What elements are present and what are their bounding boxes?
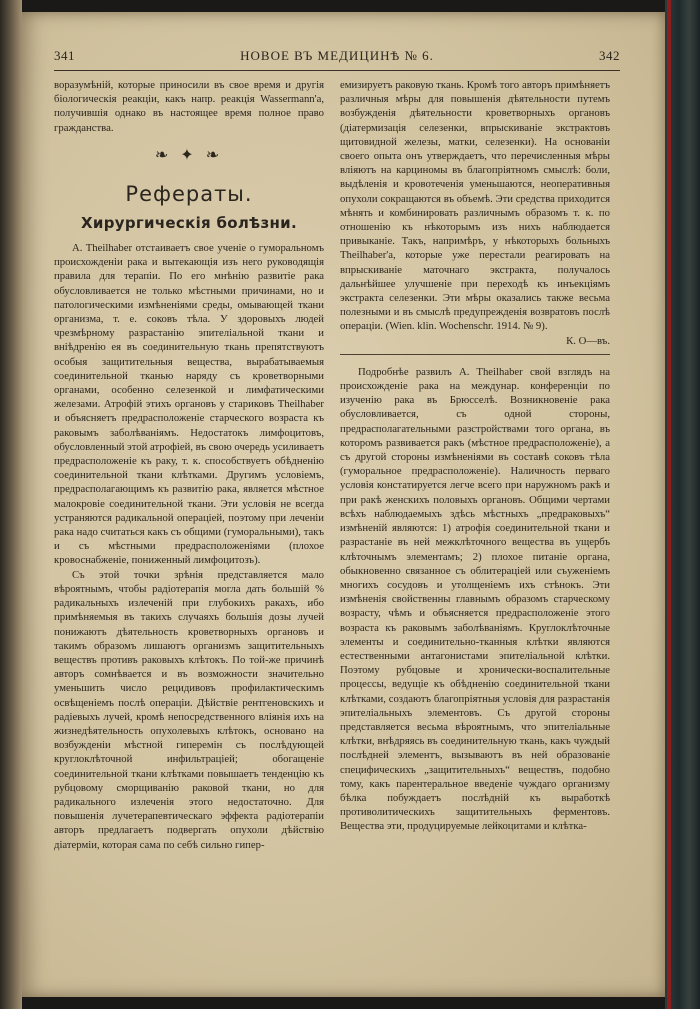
book-spine-left bbox=[0, 0, 22, 1009]
section-title: Рефераты. bbox=[125, 182, 253, 207]
running-header bbox=[54, 48, 620, 70]
abstract-paragraph-3: емизируетъ раковую ткань. Кромѣ того авторъ примѣняетъ различныя мѣры для повышенія дѣятельности путемъ возбужденія дѣятельности кроветворныхъ органовъ (діатермизація селезенки, впрыскиваніе экстрактовъ щитовидной железы, матки, селезенки). На основаніи своего опыта онъ утверждаетъ, что перечисленныя мѣры вліяютъ на карциномы въ благопріятномъ смыслѣ: боли, выдѣленія и кровотеченія уменьшаются, неоперативныя опухоли сокращаются въ объемѣ. Эти средства приходится мѣнять и комбинировать различнымъ образомъ т. к. по отношенію къ нѣкоторымъ изъ нихъ наблюдается привыканіе. Такъ, напримѣръ, у нѣкоторыхъ больныхъ Theilhaber'а, которые уже перестали реагировать на впрыскиваніе маточнаго экстракта, получалось дальнѣйшее улучшеніе при переходѣ къ инъекціямъ экстракта селезенки. Эти мѣры оказались также весьма полезными и въ смыслѣ предупрежденія возвратовъ послѣ операціи. (Wien. klin. Wochenschr. 1914. № 9). bbox=[340, 79, 610, 333]
right-column bbox=[340, 78, 610, 834]
book-page bbox=[22, 12, 665, 997]
intro-paragraph: воразумѣній, которые приносили въ свое время и другія біологическія реакціи, какъ напр. реакція Wassermann'а, получившія однако въ настоящее время полное право гражданства. bbox=[54, 79, 324, 134]
abstract-paragraph-1: A. Theilhaber отстаиваетъ свое ученіе о гуморальномъ происхожденіи рака и вытекающія изъ него руководящія правила для терапіи. По его мнѣнію развитіе рака обусловливается не только мѣстными причинами, но и патологическими измѣненіями среды, омывающей ткани организма, т. е. соковъ тѣла. У здоровыхъ людей чрезмѣрному разрастанію эпителіальной ткани и вніѣдренію ея въ соединительную ткань препятствуютъ особыя защитительныя вещества, вырабатываемыя соединительной тканью наряду съ кроветворными органами, особенно селезенкой и лимфатическими железами. Атрофій этихъ органовъ у стариковъ Theilhaber и объясняетъ предрасположеніе старческого возраста къ раковымъ заболѣваніямъ. Недостатокъ лимфоцитовъ, обусловленный этой атрофіей, въ свою очередь усиливаетъ предрасположеніе къ раку, т. к. способствуетъ обѣдненію соединительной ткани клѣтками. Другимъ условіемъ, предрасполагающимъ къ развитію рака, является мѣстное малокровіе соединительной ткани. Эти условія не всегда устраняются радикальной операціей, поэтому при леченіи рака надо считаться какъ съ общими (гуморальными), такъ и съ мѣстными предрасположеніями (плохое кровоснабженіе, пониженный лимфоцитозъ). bbox=[54, 242, 324, 567]
abstract-separator bbox=[340, 354, 610, 355]
abstract-paragraph-2: Съ этой точки зрѣнія представляется мало вѣроятнымъ, чтобы радіотерапія могла дать большій % радикальныхъ излеченій при глубокихъ ракахъ, ибо примѣняемыя въ такихъ случаяхъ большія дозы лучей понижаютъ дѣятельность кроветворныхъ органовъ и такимъ образомъ лишаютъ организмъ защитительныхъ веществъ противъ раковыхъ клѣтокъ. По той-же причинѣ авторъ сомнѣвается и въ возможности значительно уменьшить число рецидивовъ профилактическимъ освѣщеніемъ послѣ операціи. Дѣйствіе рентгеновскихъ и радіевыхъ лучей, кромѣ непосредственного вліянія ихъ на жизнедѣятельность опухолевыхъ клѣтокъ, основано на возбужденіи мѣстной гиперемін съ послѣдующей круглоклѣточной инфильтраціей; обогащеніе соединительной ткани клѣтками повышаетъ тенденцію къ рубцовому сморщиванію раковой ткани, но для радикального излеченія этого недостаточно. Для повышенія лучетерапевтическаго эффекта радіотерапіи авторъ предлагаетъ подвергать опухоли дѣйствію діатерміи, которая сама по себѣ сильно гипер- bbox=[54, 568, 324, 851]
book-cover-edge bbox=[665, 0, 700, 1009]
abstract-paragraph-4: Подробнѣе развилъ A. Theilhaber свой взглядъ на происхожденіе рака на междунар. конференціи по изученію рака въ Брюсселѣ. Возникновеніе рака обусловливается, съ одной стороны, предрасполагательными разстройствами того органа, въ которомъ развивается ракъ (мѣстное предрасположеніе), а съ другой стороны измѣненіями въ составѣ соковъ тѣла (гуморальное предрасположеніе). Наличность перваго условія констатируется легче всего при наружномъ ракѣ и при ракѣ женскихъ половыхъ органовъ. Общими чертами всѣхъ наблюдаемыхъ здѣсь мѣстныхъ „предраковыхъ“ измѣненій являются: 1) атрофія соединительной ткани и разрастаніе въ ней межклѣточного вещества въ ущербъ клѣточнымъ элементамъ; 2) плохое питаніе органа, обыкновенно связанное съ облитераціей или съуженіемъ многихъ сосудовъ и утолщеніемъ ихъ стѣнокъ. Эти измѣненія свойственны главнымъ образомъ старческому возрасту, чѣмъ и объясняется предрасположеніе этого возраста къ раковымъ заболѣваніямъ. Круглоклѣточные элементы и соединительно-тканныя клѣтки являются естественными антагонистами эпителіальной клѣтки. Поэтому рубцовые и хронически-воспалительные процессы, ведущіе къ обѣдненію соединительной ткани клѣтками, создаютъ благопріятныя условія для разрастанія эпителіальныхъ элементовъ. Съ другой стороны представляется весьма вѣроятнымъ, что эпителіальные клѣтки, внѣдряясь въ соединительную ткань, какъ чуждый послѣдней элементъ, вызываютъ въ ней образованіе специфическихъ „защитительныхъ“ веществъ, подобно тому, какъ парентеральное введеніе чуждаго организму бѣлка побуждаетъ послѣдній къ выработкѣ противолитическихъ защитительныхъ ферментовъ. Вещества эти, продуцируемые лейкоцитами и клѣтка- bbox=[340, 365, 610, 833]
page-number-right: 342 bbox=[599, 48, 620, 63]
left-column bbox=[54, 78, 324, 852]
author-signature: К. О—въ. bbox=[566, 334, 610, 347]
ornament-divider: ❧ ✦ ❧ bbox=[154, 146, 224, 164]
header-rule bbox=[54, 70, 620, 71]
subsection-title: Хирургическія болѣзни. bbox=[81, 214, 297, 233]
page-number-left: 341 bbox=[54, 48, 75, 63]
journal-title: НОВОЕ ВЪ МЕДИЦИНѢ № 6. bbox=[240, 48, 434, 63]
